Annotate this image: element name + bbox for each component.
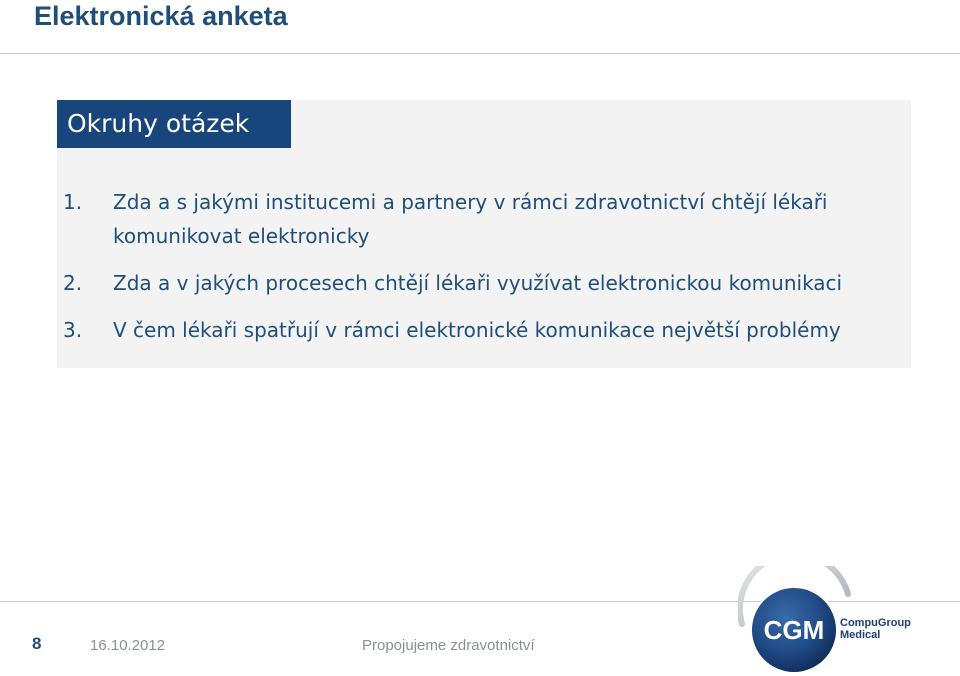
question-text: Zda a v jakých procesech chtějí lékaři využívat elektronickou komunikaci: [113, 271, 843, 295]
question-list: [63, 185, 903, 360]
page-number: 8: [32, 634, 42, 653]
brand-name: [840, 617, 911, 641]
title-divider: [0, 53, 960, 54]
list-item: [63, 313, 903, 347]
list-item: [63, 266, 903, 300]
brand-name-line2: Medical: [840, 629, 881, 641]
footer-tagline: Propojujeme zdravotnictví: [362, 637, 535, 654]
question-number: 3.: [63, 318, 83, 342]
footer-date: 16.10.2012: [90, 637, 166, 654]
list-item: [63, 185, 903, 253]
logo-text: CGM: [763, 615, 825, 645]
question-number: 1.: [63, 190, 83, 214]
question-number: 2.: [63, 271, 83, 295]
slide-title: Elektronická anketa: [34, 1, 288, 31]
brand-name-line1: CompuGroup: [840, 617, 911, 629]
question-text: V čem lékaři spatřují v rámci elektronické komunikace největší problémy: [113, 318, 841, 342]
question-text: Zda a s jakými institucemi a partnery v rámci zdravotnictví chtějí lékaři komunikovat elektronicky: [113, 190, 828, 248]
section-label: Okruhy otázek: [57, 100, 291, 148]
